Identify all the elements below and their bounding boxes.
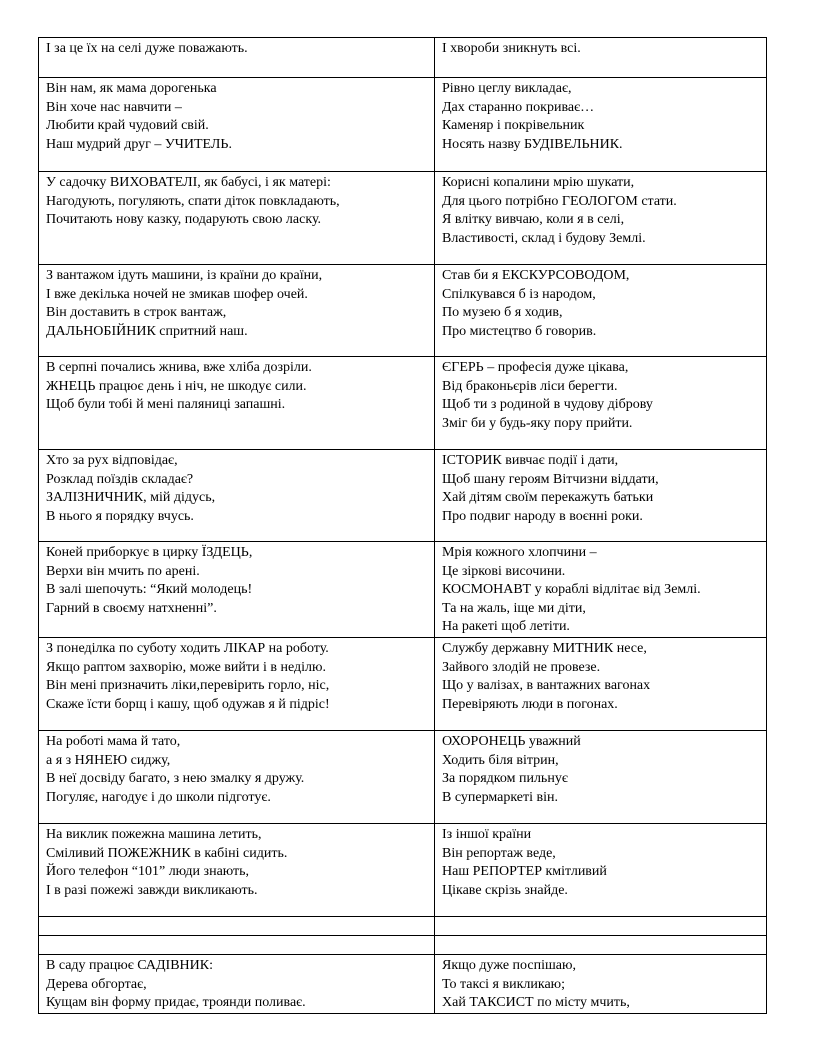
poem-line: В серпні почались жнива, вже хліба дозріли. [46,360,312,375]
table-row [39,916,767,935]
poem-line: В супермаркеті він. [442,789,559,805]
table-cell-right [435,265,767,357]
poem-line: Верхи він мчить по арені. [46,563,200,579]
table-cell-left [39,265,435,357]
table-row [39,265,767,357]
table-cell-right [435,935,767,954]
poem-line: За порядком пильнує [442,771,568,787]
poem-line: В саду працює САДІВНИК: [46,957,213,973]
table-cell-right [435,916,767,935]
poem-line: Він доставить в строк вантаж, [46,305,227,321]
poem-line: ОХОРОНЕЦЬ уважний [442,733,581,749]
table-cell-left [39,38,435,78]
table-cell-right [435,450,767,542]
poem-line: Службу державну МИТНИК несе, [442,640,647,656]
poems-table [38,37,767,1014]
table-cell-right [435,637,767,730]
poem-line: І вже декілька ночей не змикав шофер очей. [46,286,308,302]
poem-line: Рівно цеглу викладає, [442,81,572,96]
poem-line: Хай дітям своїм перекажуть батьки [442,490,654,506]
poem-line: Погуляє, нагодує і до школи підготує. [46,789,271,805]
poem-line: Щоб ти з родиной в чудову діброву [442,397,653,413]
table-cell-right [435,542,767,638]
table-row [39,954,767,1013]
poem-line: Почитають нову казку, подарують свою ласку. [46,212,322,228]
table-row [39,172,767,265]
table-row [39,935,767,954]
table-row [39,357,767,450]
table-row [39,730,767,823]
poem-line: Він репортаж веде, [442,845,556,861]
table-cell-left [39,935,435,954]
poem-line: По музею б я ходив, [442,305,563,321]
poem-line: І в разі пожежі завжди викликають. [46,882,258,898]
table-cell-right [435,730,767,823]
table-cell-right [435,78,767,172]
poem-line: Мрія кожного хлопчини – [442,545,597,560]
poem-line: Він мені призначить ліки,перевірить горло, ніс, [46,678,330,694]
table-cell-right [435,357,767,450]
poem-line: ІСТОРИК вивчає події і дати, [442,453,619,468]
table-row [39,637,767,730]
table-cell-left [39,542,435,638]
poem-line: Він нам, як мама дорогенька [46,81,217,96]
poem-line: То таксі я викликаю; [442,976,566,992]
table-cell-left [39,916,435,935]
poem-line: Наш мудрий друг – УЧИТЕЛЬ. [46,136,232,152]
poem-line: Це зіркові височини. [442,563,566,579]
poem-line: Сміливий ПОЖЕЖНИК в кабіні сидить. [46,845,288,861]
poem-line: Ходить біля вітрин, [442,752,559,768]
table-row [39,542,767,638]
poem-line: В неї досвіду багато, з нею змалку я дружу. [46,771,305,787]
poem-line: І за це їх на селі дуже поважають. [46,41,248,56]
poem-line: Корисні копалини мрію шукати, [442,175,635,190]
poem-line: Та на жаль, іще ми діти, [442,600,586,616]
poem-line: Зміг би у будь-яку пору прийти. [442,415,633,431]
table-cell-right [435,954,767,1013]
poem-line: Цікаве скрізь знайде. [442,882,568,898]
poem-line: Дерева обгортає, [46,976,147,992]
poem-line: Зайвого злодій не провезе. [442,659,601,675]
poem-line: Якщо дуже поспішаю, [442,957,576,973]
table-cell-left [39,450,435,542]
table-cell-left [39,954,435,1013]
poem-line: Любити край чудовий свій. [46,118,209,134]
poem-line: Гарний в своєму натхненні”. [46,600,217,616]
poem-line: Його телефон “101” люди знають, [46,864,250,880]
table-row [39,78,767,172]
poem-line: КОСМОНАВТ у кораблі відлітає від Землі. [442,582,701,598]
table-cell-left [39,730,435,823]
table-cell-left [39,172,435,265]
poem-line: Спілкувався б із народом, [442,286,596,302]
table-cell-right [435,38,767,78]
table-cell-right [435,172,767,265]
poem-line: Перевіряють люди в погонах. [442,696,618,712]
poem-line: Щоб були тобі й мені паляниці запашні. [46,397,286,413]
poem-line: В нього я порядку вчусь. [46,508,194,524]
poem-line: Із іншої країни [442,826,532,842]
poem-line: Щоб шану героям Вітчизни віддати, [442,471,659,487]
table-cell-right [435,823,767,916]
poem-line: Дах старанно покриває… [442,99,595,115]
poem-line: ЖНЕЦЬ працює день і ніч, не шкодує сили. [46,378,307,394]
poem-line: Каменяр і покрівельник [442,118,585,134]
poem-line: На виклик пожежна машина летить, [46,826,262,842]
poem-line: Хай ТАКСИСТ по місту мчить, [442,995,630,1011]
table-row [39,450,767,542]
poem-line: Що у валізах, в вантажних вагонах [442,678,651,694]
poem-line: Коней приборкує в цирку ЇЗДЕЦЬ, [46,545,253,560]
poem-line: З понеділка по суботу ходить ЛІКАР на роботу. [46,640,329,656]
poem-line: Він хоче нас навчити – [46,99,182,115]
poem-line: В залі шепочуть: “Який молодець! [46,582,253,598]
poem-line: На ракеті щоб летіти. [442,619,570,635]
poem-line: Для цього потрібно ГЕОЛОГОМ стати. [442,193,677,209]
poem-line: Розклад поїздів складає? [46,471,194,487]
poem-line: Нагодують, погуляють, спати діток повкладають, [46,193,340,209]
table-cell-left [39,357,435,450]
poem-line: Кущам він форму придає, троянди поливає. [46,995,306,1011]
poem-line: ЗАЛІЗНИЧНИК, мій дідусь, [46,490,216,506]
poem-line: а я з НЯНЕЮ сиджу, [46,752,171,768]
poem-line: Від браконьєрів ліси берегти. [442,378,618,394]
poem-line: Наш РЕПОРТЕР кмітливий [442,864,607,880]
poem-line: На роботі мама й тато, [46,733,181,749]
table-row [39,823,767,916]
poem-line: Я влітку вивчаю, коли я в селі, [442,212,625,228]
table-cell-left [39,637,435,730]
poem-line: І хвороби зникнуть всі. [442,41,581,56]
table-cell-left [39,823,435,916]
poem-line: Став би я ЕКСКУРСОВОДОМ, [442,268,630,283]
poems-table-body [39,38,767,1014]
poem-line: З вантажом ідуть машини, із країни до країни, [46,268,323,283]
poem-line: Скаже їсти борщ і кашу, щоб одужав я й підріс! [46,696,330,712]
poem-line: Про подвиг народу в воєнні роки. [442,508,643,524]
poem-line: Хто за рух відповідає, [46,453,178,468]
poem-line: Якщо раптом захворію, може вийти і в неділю. [46,659,326,675]
poem-line: ДАЛЬНОБІЙНИК спритний наш. [46,323,248,339]
poem-line: Про мистецтво б говорив. [442,323,597,339]
poem-line: У садочку ВИХОВАТЕЛІ, як бабусі, і як матері: [46,175,331,190]
table-row [39,38,767,78]
poem-line: Властивості, склад і будову Землі. [442,230,646,246]
poem-line: Носять назву БУДІВЕЛЬНИК. [442,136,623,152]
table-cell-left [39,78,435,172]
poem-line: ЄГЕРЬ – професія дуже цікава, [442,360,629,375]
